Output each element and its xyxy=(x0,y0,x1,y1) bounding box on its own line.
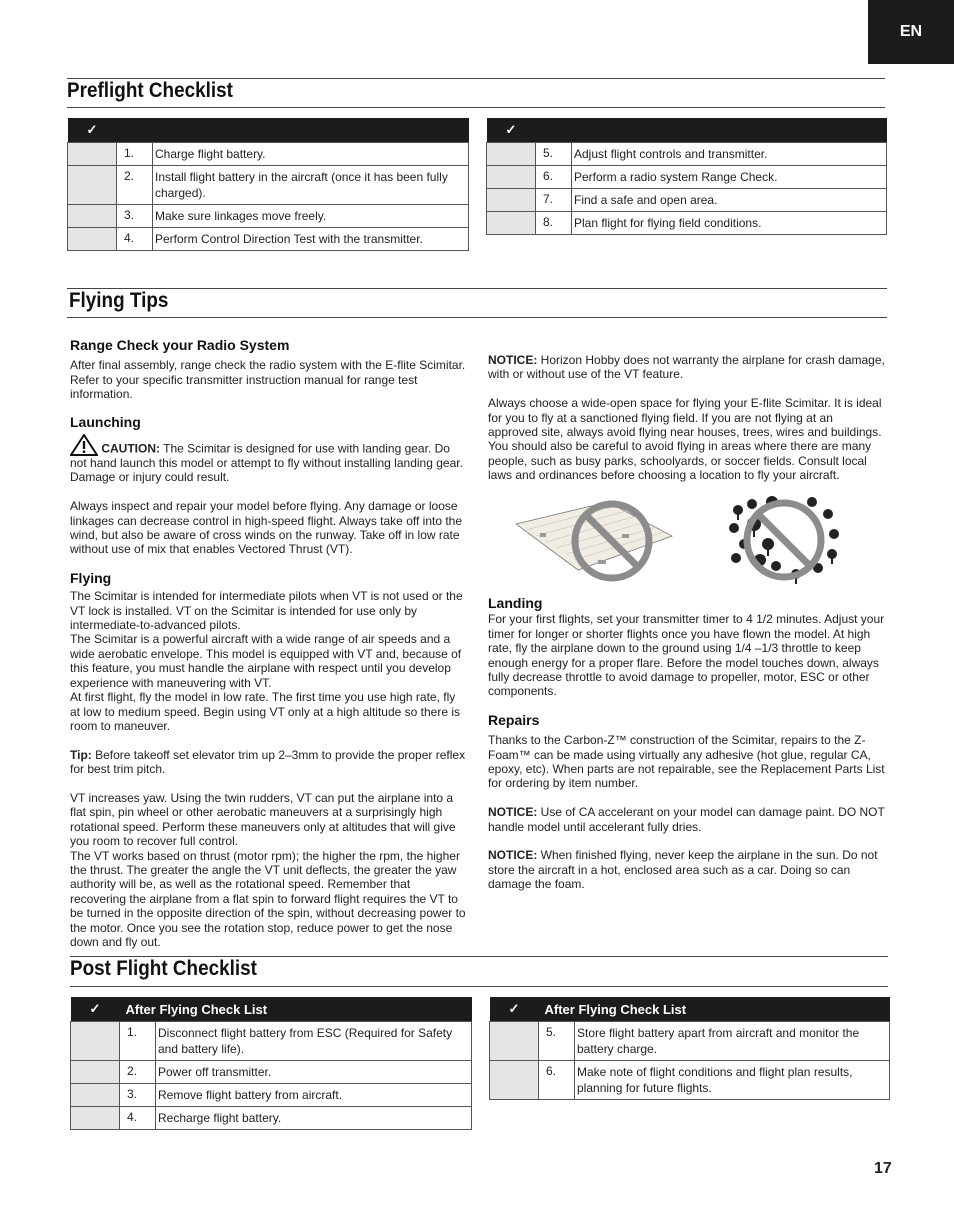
checkbox-cell[interactable] xyxy=(68,228,117,251)
table-row: 5. Store flight battery apart from aircraft and monitor the battery charge. xyxy=(490,1022,890,1061)
language-tab: EN xyxy=(868,0,954,64)
table-row: 2. Install flight battery in the aircraft (once it has been fully charged). xyxy=(68,166,469,205)
checkbox-cell[interactable] xyxy=(68,143,117,166)
post-table-right xyxy=(489,997,890,1100)
landing-text: For your first flights, set your transmitter timer to 4 1/2 minutes. Adjust your timer for longer or shorter flights once you have flown the model. At high rate, fly the airplane down to the ground using 1/4 –1/3 throttle to keep enough energy for a proper flare. Before the model touches down, always fully decrease throttle to avoid damage to propeller, motor, ESC or other components. xyxy=(488,612,885,699)
flying-tips-title: Flying Tips xyxy=(69,289,169,312)
repairs-text: Thanks to the Carbon-Z™ construction of the Scimitar, repairs to the Z-Foam™ can be made using virtually any adhesive (hot glue, regular CA, epoxy, etc). When parts are not repairable, see the Replacement Parts List for ordering by item number. xyxy=(488,733,885,791)
notice-warranty: NOTICE: Horizon Hobby does not warranty the airplane for crash damage, with or without use of the VT feature. xyxy=(488,353,885,382)
tips-top-rule xyxy=(67,288,887,289)
checkbox-cell[interactable] xyxy=(487,189,536,212)
tips-right-lower xyxy=(488,596,886,892)
preflight-rule xyxy=(67,107,885,108)
preflight-table-right xyxy=(486,118,887,235)
checkbox-cell[interactable] xyxy=(490,1061,539,1100)
table-row: 4. Perform Control Direction Test with the transmitter. xyxy=(68,228,469,251)
table-row: 1. Disconnect flight battery from ESC (Required for Safety and battery life). xyxy=(71,1022,472,1061)
checkbox-cell[interactable] xyxy=(68,205,117,228)
landing-heading: Landing xyxy=(488,595,543,611)
table-row: 1. Charge flight battery. xyxy=(68,143,469,166)
vt-p1: VT increases yaw. Using the twin rudders, VT can put the airplane into a flat spin, pin wheel or other aerobatic maneuvers at a surprisingly high rotational speed. Perform these maneuvers only at altitudes that will give you room to recover full control. xyxy=(70,790,456,849)
flying-p2: The Scimitar is a powerful aircraft with a wide range of air speeds and a wide aerobatic envelope. This model is equipped with VT and, because of this feature, you must handle the airplane with respect until you develop experience with maneuvering with VT. xyxy=(70,632,462,690)
tips-left-column xyxy=(70,338,468,949)
no-house-icon xyxy=(512,498,678,588)
flying-p3: At first flight, fly the model in low rate. The first time you use high rate, fly at low to medium speed. Begin using VT only at a high altitude so there is room to maneuver. xyxy=(70,690,461,733)
post-table-left xyxy=(70,997,472,1130)
checkbox-cell[interactable] xyxy=(68,166,117,205)
tip-paragraph: Tip: Before takeoff set elevator trim up 2–3mm to provide the proper reflex for best trim pitch. xyxy=(70,747,466,777)
check-icon: ✓ xyxy=(71,997,120,1022)
flying-heading: Flying xyxy=(70,569,112,586)
table-row: 6. Perform a radio system Range Check. xyxy=(487,166,887,189)
space-text: Always choose a wide-open space for flying your E-flite Scimitar. It is ideal for you to fly at a sanctioned flying field. If you are not flying at an approved site, always avoid flying near houses, trees, wires and buildings. You should also be careful to avoid flying in areas where there are many people, such as busy parks, schoolyards, or soccer fields. Consult local laws and ordinances before choosing a location to fly your aircraft. xyxy=(488,396,882,483)
table-row: 3. Make sure linkages move freely. xyxy=(68,205,469,228)
post-rule xyxy=(70,986,888,987)
warning-triangle-icon xyxy=(70,434,98,456)
checkbox-cell[interactable] xyxy=(71,1022,120,1061)
checkbox-cell[interactable] xyxy=(71,1107,120,1130)
table-row: 2. Power off transmitter. xyxy=(71,1061,472,1084)
checkbox-cell[interactable] xyxy=(71,1061,120,1084)
page-number: 17 xyxy=(874,1160,892,1177)
notice-sun: NOTICE: When finished flying, never keep the airplane in the sun. Do not store the aircraft in a hot, enclosed area such as a car. Doing so can damage the foam. xyxy=(488,848,878,892)
launching-heading: Launching xyxy=(70,413,141,430)
no-trees-icon xyxy=(724,494,844,588)
checkbox-cell[interactable] xyxy=(487,143,536,166)
table-row: 8. Plan flight for flying field conditions. xyxy=(487,212,887,235)
caution-paragraph: CAUTION: The Scimitar is designed for use with landing gear. Do not hand launch this model or attempt to fly without installing landing gear. Damage or injury could result. xyxy=(70,434,468,485)
preflight-table-left xyxy=(67,118,469,251)
post-table-header: After Flying Check List xyxy=(120,997,472,1022)
tips-right-column xyxy=(488,353,886,483)
table-row: 3. Remove flight battery from aircraft. xyxy=(71,1084,472,1107)
checkbox-cell[interactable] xyxy=(487,166,536,189)
repairs-heading: Repairs xyxy=(488,711,540,728)
post-flight-title: Post Flight Checklist xyxy=(70,957,257,980)
range-text: After final assembly, range check the radio system with the E-flite Scimitar. Refer to your specific transmitter instruction manual for range test information. xyxy=(70,358,466,402)
tips-rule xyxy=(67,317,887,318)
inspect-text: Always inspect and repair your model before flying. Any damage or loose linkages can decrease control in high-speed flight. Always take off into the wind, but also be aware of cross winds on the runway. Take off in low rate without use of mix that enables Vectored Thrust (VT). xyxy=(70,499,463,557)
checkbox-cell[interactable] xyxy=(487,212,536,235)
preflight-title: Preflight Checklist xyxy=(67,79,233,102)
notice-ca: NOTICE: Use of CA accelerant on your model can damage paint. DO NOT handle model until accelerant fully dries. xyxy=(488,805,885,834)
check-icon: ✓ xyxy=(487,118,536,143)
post-table-header: After Flying Check List xyxy=(539,997,890,1022)
flying-p1: The Scimitar is intended for intermediate pilots when VT is not used or the VT lock is installed. VT on the Scimitar is intended for use only by intermediate-to-advanced pilots. xyxy=(70,589,463,633)
table-row: 6. Make note of flight conditions and flight plan results, planning for future flights. xyxy=(490,1061,890,1100)
checkbox-cell[interactable] xyxy=(490,1022,539,1061)
check-icon: ✓ xyxy=(68,118,117,143)
checkbox-cell[interactable] xyxy=(71,1084,120,1107)
vt-p2: The VT works based on thrust (motor rpm); the higher the rpm, the higher the thrust. The greater the angle the VT unit deflects, the greater the yaw authority will be, as well as the rotational speed. Remember that recovering the airplane from a flat spin to forward flight requires the VT to be turned in the opposite direction of the spin, without decreasing power to the motor. Once you see the rotation stop, reduce power to get the nose down and fly out. xyxy=(70,848,466,949)
check-icon: ✓ xyxy=(490,997,539,1022)
table-row: 4. Recharge flight battery. xyxy=(71,1107,472,1130)
range-heading: Range Check your Radio System xyxy=(70,337,290,353)
table-row: 5. Adjust flight controls and transmitter. xyxy=(487,143,887,166)
table-row: 7. Find a safe and open area. xyxy=(487,189,887,212)
